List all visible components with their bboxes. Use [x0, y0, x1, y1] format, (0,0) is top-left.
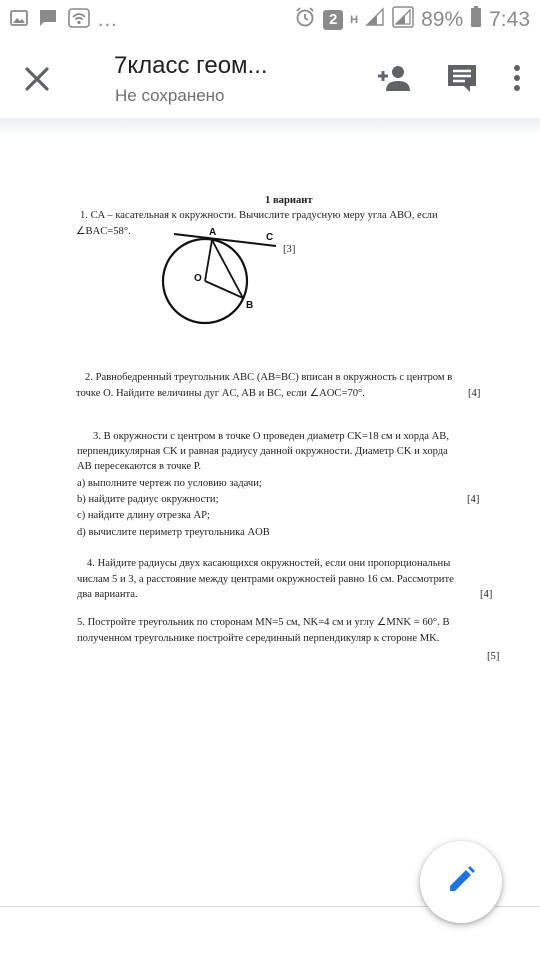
question-2-line-1: 2. Равнобедренный треугольник ABC (AB=BC) вписан в окружность с центром в: [85, 372, 453, 383]
signal-icon-2: [392, 6, 414, 33]
question-3-item-b: b) найдите радиус окружности;: [77, 494, 219, 505]
notification-badge: 2: [323, 10, 343, 30]
add-person-icon[interactable]: [376, 63, 412, 98]
question-5-line-1: 5. Постройте треугольник по сторонам MN=5 см, NK=4 см и углу ∠MNK = 60°. В: [77, 617, 450, 628]
question-5-line-2: полученном треугольнике постройте серединный перпендикуляр к стороне MK.: [77, 633, 440, 644]
question-3-item-c: c) найдите длину отрезка AP;: [77, 510, 210, 521]
clock: 7:43: [489, 7, 530, 31]
question-2-points: [4]: [468, 388, 481, 399]
question-4-points: [4]: [480, 589, 493, 600]
question-3-line-2: перпендикулярная CK и равная радиусу данной окружности. Диаметр CK и хорда: [77, 446, 448, 457]
circle-tangent-figure: [150, 226, 290, 326]
question-5-points: [5]: [487, 651, 500, 662]
question-3-line-1: 3. В окружности с центром в точке O проведен диаметр CK=18 см и хорда AB,: [93, 431, 449, 442]
variant-heading: 1 вариант: [265, 195, 313, 206]
more-vert-icon[interactable]: [512, 64, 522, 97]
message-icon: [38, 8, 58, 33]
app-bar: [0, 40, 540, 118]
edit-button[interactable]: [420, 841, 502, 923]
status-overflow: ...: [98, 9, 118, 31]
question-3-line-3: AB пересекаются в точке P.: [77, 461, 202, 472]
label-o: O: [194, 273, 202, 284]
alarm-icon: [294, 6, 316, 33]
question-2-line-2: точке O. Найдите величины дуг AC, AB и BC, если ∠AOC=70°.: [76, 388, 365, 399]
label-b: B: [246, 300, 254, 311]
document-page[interactable]: [0, 138, 540, 908]
comment-icon[interactable]: [446, 62, 478, 99]
question-3-item-d: d) вычислите периметр треугольника AOB: [77, 527, 270, 538]
image-icon: [10, 9, 28, 32]
save-status: Не сохранено: [115, 86, 225, 105]
battery-percent: 89%: [421, 7, 464, 31]
status-bar: [0, 0, 540, 40]
question-1-line-1: 1. CA – касательная к окружности. Вычислите градусную меру угла ABO, если: [80, 210, 438, 221]
question-3-item-a: a) выполните чертеж по условию задачи;: [77, 478, 262, 489]
label-c: C: [266, 232, 274, 243]
label-a: A: [209, 227, 217, 238]
app-bar-actions: [376, 62, 522, 99]
wifi-icon: [68, 8, 90, 33]
question-3-points: [4]: [467, 494, 480, 505]
close-icon[interactable]: [20, 62, 54, 96]
radius-ob: [205, 281, 243, 298]
chord-ab: [212, 240, 243, 298]
question-4-line-2: числам 5 и 3, а расстояние между центрами окружностей равно 16 см. Рассмотрите: [77, 574, 454, 585]
question-1-points: [3]: [283, 244, 296, 255]
battery-icon: [470, 6, 482, 33]
network-type-icon: H: [350, 13, 359, 26]
question-1-line-2: ∠BAC=58°.: [76, 226, 131, 237]
app-bar-shadow: [0, 118, 540, 136]
question-4-line-3: два варианта.: [77, 589, 138, 600]
radius-oa: [205, 240, 212, 281]
status-bar-left: [10, 8, 118, 33]
signal-icon: [365, 7, 385, 32]
question-4-line-1: 4. Найдите радиусы двух касающихся окружностей, если они пропорциональны: [87, 558, 451, 569]
edit-icon: [445, 864, 477, 901]
document-title[interactable]: 7класс геом...: [114, 52, 268, 79]
status-bar-right: [294, 6, 530, 33]
